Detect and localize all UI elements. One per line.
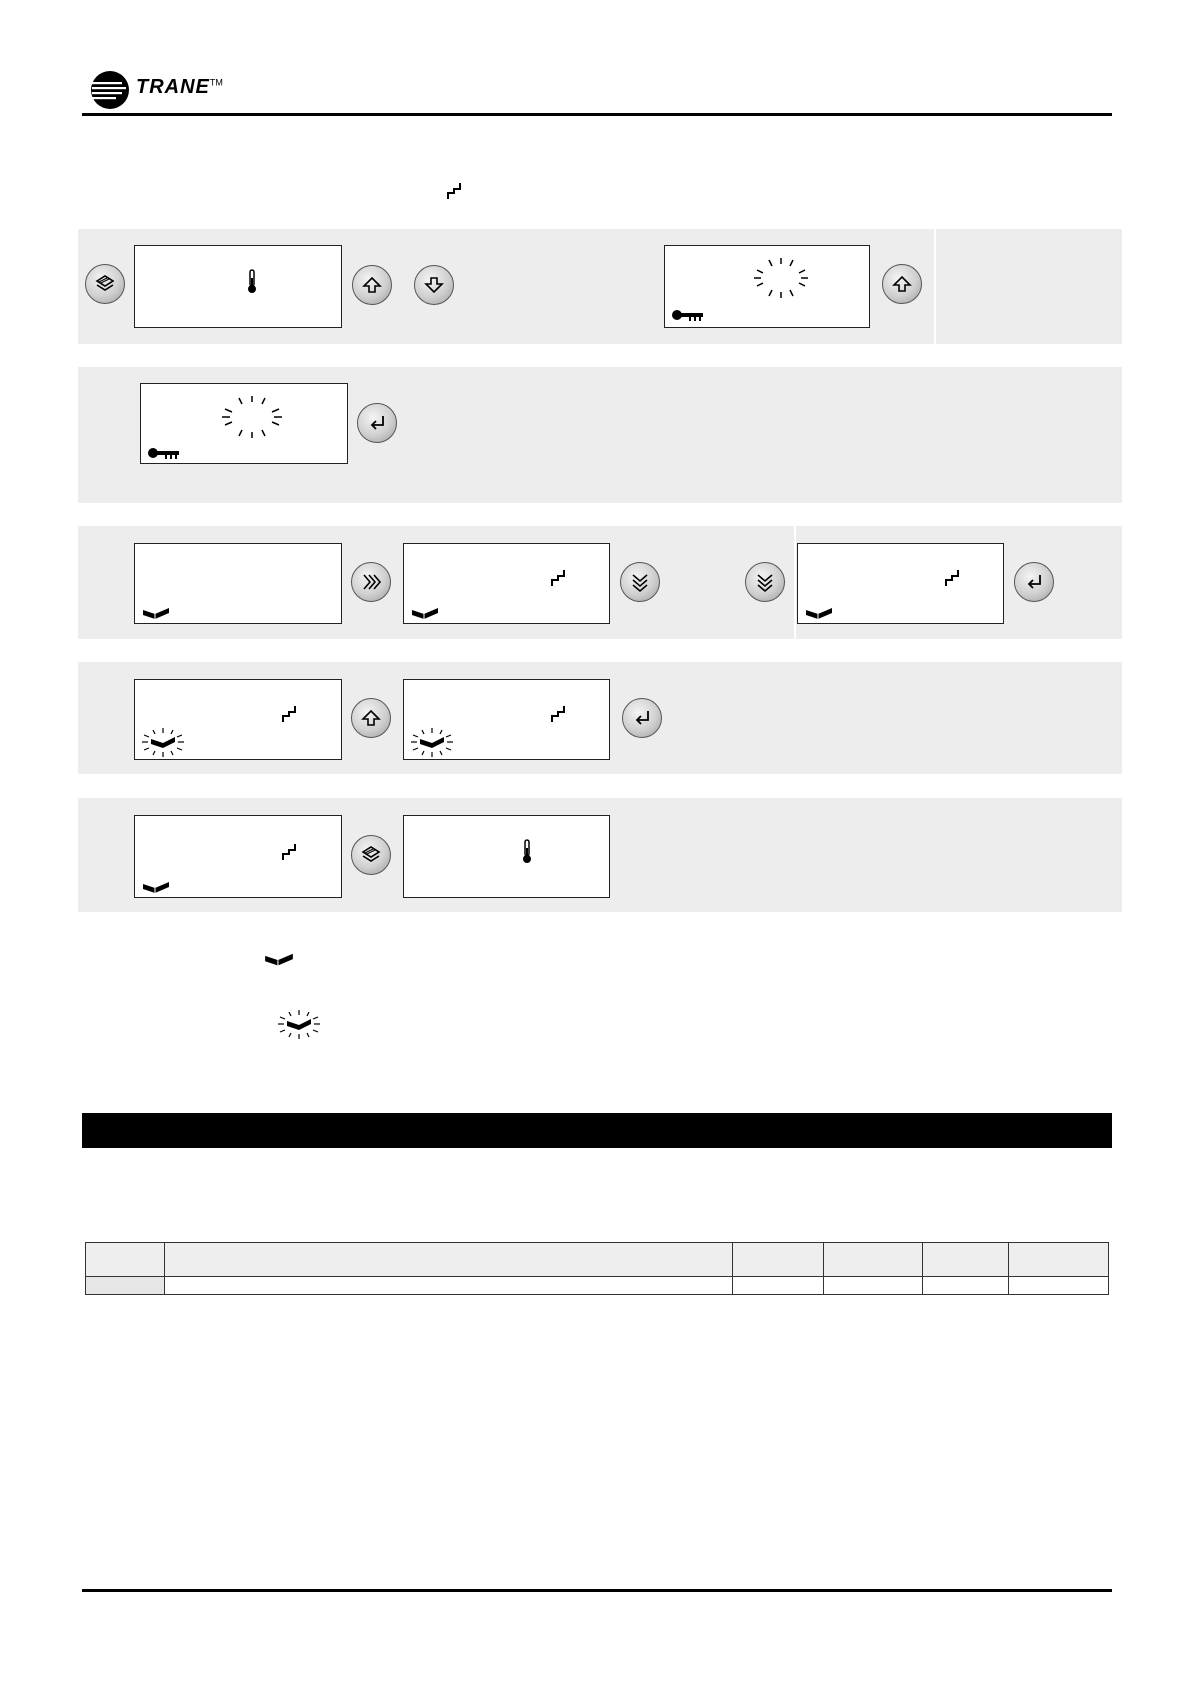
trane-logo-icon [90, 70, 130, 110]
lcd-display [134, 543, 342, 624]
table-cell [1008, 1277, 1108, 1295]
enter-icon [365, 411, 389, 435]
down-arrow-button[interactable] [414, 265, 454, 305]
flashing-book-icon [408, 726, 456, 758]
mode-button[interactable] [85, 264, 125, 304]
table-header-cell [923, 1243, 1008, 1277]
tilde-icon [944, 568, 960, 588]
tilde-icon [550, 568, 566, 588]
up-arrow-icon [890, 272, 914, 296]
flashing-book-icon [139, 726, 187, 758]
enter-icon [1022, 570, 1046, 594]
flashing-indicator-icon [751, 256, 811, 300]
table-row [86, 1277, 1109, 1295]
table-header-row [86, 1243, 1109, 1277]
book-icon [263, 949, 295, 967]
footer-rule [82, 1589, 1112, 1592]
lcd-display [403, 815, 610, 898]
lcd-display [664, 245, 870, 328]
mode-icon [359, 843, 383, 867]
enter-button[interactable] [357, 403, 397, 443]
book-icon [141, 878, 171, 894]
tilde-icon [281, 842, 297, 862]
book-icon [141, 604, 171, 620]
forward-icon [359, 570, 383, 594]
flashing-book-icon [275, 1007, 323, 1041]
lcd-display [403, 679, 610, 760]
table-header-cell [165, 1243, 732, 1277]
mode-icon [93, 272, 117, 296]
lcd-display [140, 383, 348, 464]
parameter-table [85, 1242, 1109, 1295]
book-icon [804, 604, 834, 620]
lcd-display [134, 679, 342, 760]
scroll-down-button[interactable] [620, 562, 660, 602]
table-cell [823, 1277, 922, 1295]
header-rule [82, 113, 1112, 116]
key-icon [147, 446, 181, 460]
brand-name: TRANE™ [136, 76, 223, 98]
scroll-down-icon [628, 570, 652, 594]
table-cell [923, 1277, 1008, 1295]
flashing-indicator-icon [219, 394, 285, 440]
table-cell [732, 1277, 823, 1295]
lcd-display [134, 815, 342, 898]
table-header-cell [1008, 1243, 1108, 1277]
table-cell [165, 1277, 732, 1295]
enter-icon [630, 706, 654, 730]
book-icon [410, 604, 440, 620]
forward-button[interactable] [351, 562, 391, 602]
table-header-cell [86, 1243, 165, 1277]
tilde-icon [281, 704, 297, 724]
up-arrow-icon [360, 273, 384, 297]
up-arrow-button[interactable] [351, 698, 391, 738]
key-icon [671, 308, 705, 322]
lcd-display [134, 245, 342, 328]
step-band-1-note [936, 229, 1122, 344]
table-header-cell [823, 1243, 922, 1277]
up-arrow-button[interactable] [352, 265, 392, 305]
enter-button[interactable] [1014, 562, 1054, 602]
enter-button[interactable] [622, 698, 662, 738]
table-cell [86, 1277, 165, 1295]
down-arrow-icon [422, 273, 446, 297]
lcd-display [403, 543, 610, 624]
table-header-cell [732, 1243, 823, 1277]
tilde-icon [446, 181, 462, 201]
scroll-down-icon [753, 570, 777, 594]
lcd-display [797, 543, 1004, 624]
thermometer-icon [245, 268, 259, 294]
scroll-down-button[interactable] [745, 562, 785, 602]
tilde-icon [550, 704, 566, 724]
thermometer-icon [520, 838, 534, 864]
mode-button[interactable] [351, 835, 391, 875]
up-arrow-button[interactable] [882, 264, 922, 304]
section-heading-bar [82, 1113, 1112, 1148]
up-arrow-icon [359, 706, 383, 730]
